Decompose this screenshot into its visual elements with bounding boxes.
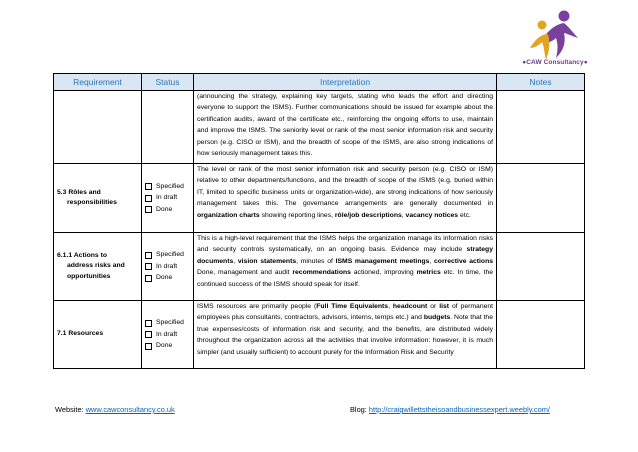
status-done[interactable]: Done	[145, 272, 193, 284]
table-row	[54, 233, 585, 301]
status-cell	[142, 301, 194, 369]
status-cell	[142, 233, 194, 301]
requirement-name-cont: opportunities	[67, 272, 111, 280]
website-label: Website:	[55, 405, 84, 414]
footer-website	[55, 405, 175, 414]
status-in-draft[interactable]: In draft	[145, 329, 193, 341]
notes-cell[interactable]	[497, 164, 585, 233]
logo-text: ●CAW Consultancy●	[522, 59, 588, 66]
requirement-cell	[54, 164, 142, 233]
checkbox-icon[interactable]	[145, 320, 152, 327]
requirement-name: address risks and	[67, 262, 125, 270]
interpretation-cell: ISMS resources are primarily people (Full Time Equivalents, headcount or list of permanent employees plus consultants, contractors, advisors, interns, temps etc.) and budgets. Note that the true expenses/costs of information risk and security, and the benefits, are distributed widely throughout the organization across all the activities that involve information: however, it is much simpler (and usually sufficient) to account purely for the Information Risk and Security	[194, 301, 497, 369]
header-requirement: Requirement	[54, 74, 142, 91]
checkbox-icon[interactable]	[145, 195, 152, 202]
checkbox-icon[interactable]	[145, 263, 152, 270]
interpretation-cell	[194, 91, 497, 164]
checkbox-icon[interactable]	[145, 252, 152, 259]
requirement-name: responsibilities	[67, 199, 117, 206]
checkbox-icon[interactable]	[145, 183, 152, 190]
notes-cell[interactable]	[497, 91, 585, 164]
requirement-cell	[54, 233, 142, 301]
table-header-row	[54, 74, 585, 91]
status-in-draft[interactable]: In draft	[145, 261, 193, 273]
website-link[interactable]: www.cawconsultancy.co.uk	[85, 405, 175, 414]
status-cell	[142, 91, 194, 164]
table-row	[54, 91, 585, 164]
table-row	[54, 301, 585, 369]
checkbox-icon[interactable]	[145, 343, 152, 350]
requirement-cell	[54, 91, 142, 164]
blog-link[interactable]: http://craigwillettstheisoandbusinessexpert.weebly.com/	[368, 405, 550, 414]
header-notes: Notes	[497, 74, 585, 91]
requirement-name: 7.1 Resources	[57, 330, 104, 338]
blog-label: Blog:	[350, 405, 367, 414]
footer-blog	[350, 405, 550, 414]
table-row	[54, 164, 585, 233]
interpretation-cell: The level or rank of the most senior information risk and security person (e.g. CISO or ISM) relative to other departments/functions, and the breadth of scope of the ISMS (e.g. buried within IT, limited to specific business units or organization-wide), are strong indications of how seriously management takes this. The governance arrangements are generally documented in organization charts showing reporting lines, rôle/job descriptions, vacancy notices etc.	[194, 164, 497, 233]
status-specified[interactable]: Specified	[145, 317, 193, 329]
status-done[interactable]: Done	[145, 204, 193, 216]
checkbox-icon[interactable]	[145, 206, 152, 213]
notes-cell[interactable]	[497, 233, 585, 301]
status-in-draft[interactable]: In draft	[145, 192, 193, 204]
checkbox-icon[interactable]	[145, 275, 152, 282]
requirements-table	[53, 73, 585, 369]
status-done[interactable]: Done	[145, 340, 193, 352]
status-specified[interactable]: Specified	[145, 249, 193, 261]
status-cell	[142, 164, 194, 233]
requirement-number: 5.3 Rôles and	[57, 188, 101, 196]
status-specified[interactable]: Specified	[145, 181, 193, 193]
interpretation-text: (announcing the strategy, explaining key targets, stating who leads the effort and directing everyone to support the ISMS). Further communications should be issued for example about the certification audits, award of the certificate etc., reinforcing the ongoing efforts to use, maintain and improve the ISMS. The seniority level or rank of the most senior information risk and security person (e.g. CISO or ISM), and the breadth of scope of the ISMS, are also strong indications of how seriously management takes this.	[197, 93, 493, 158]
header-interpretation: Interpretation	[194, 74, 497, 91]
requirement-cell	[54, 301, 142, 369]
checkbox-icon[interactable]	[145, 331, 152, 338]
notes-cell[interactable]	[497, 301, 585, 369]
interpretation-cell: This is a high-level requirement that the ISMS helps the organization manage its information risks and security controls systematically, on an ongoing basis. Evidence may include strategy documents, vision statements, minutes of ISMS management meetings, corrective actions Done, management and audit recommendations actioned, improving metrics etc. In time, the continued success of the ISMS should speak for itself.	[194, 233, 497, 301]
header-status: Status	[142, 74, 194, 91]
requirement-number: 6.1.1 Actions to	[57, 251, 107, 259]
